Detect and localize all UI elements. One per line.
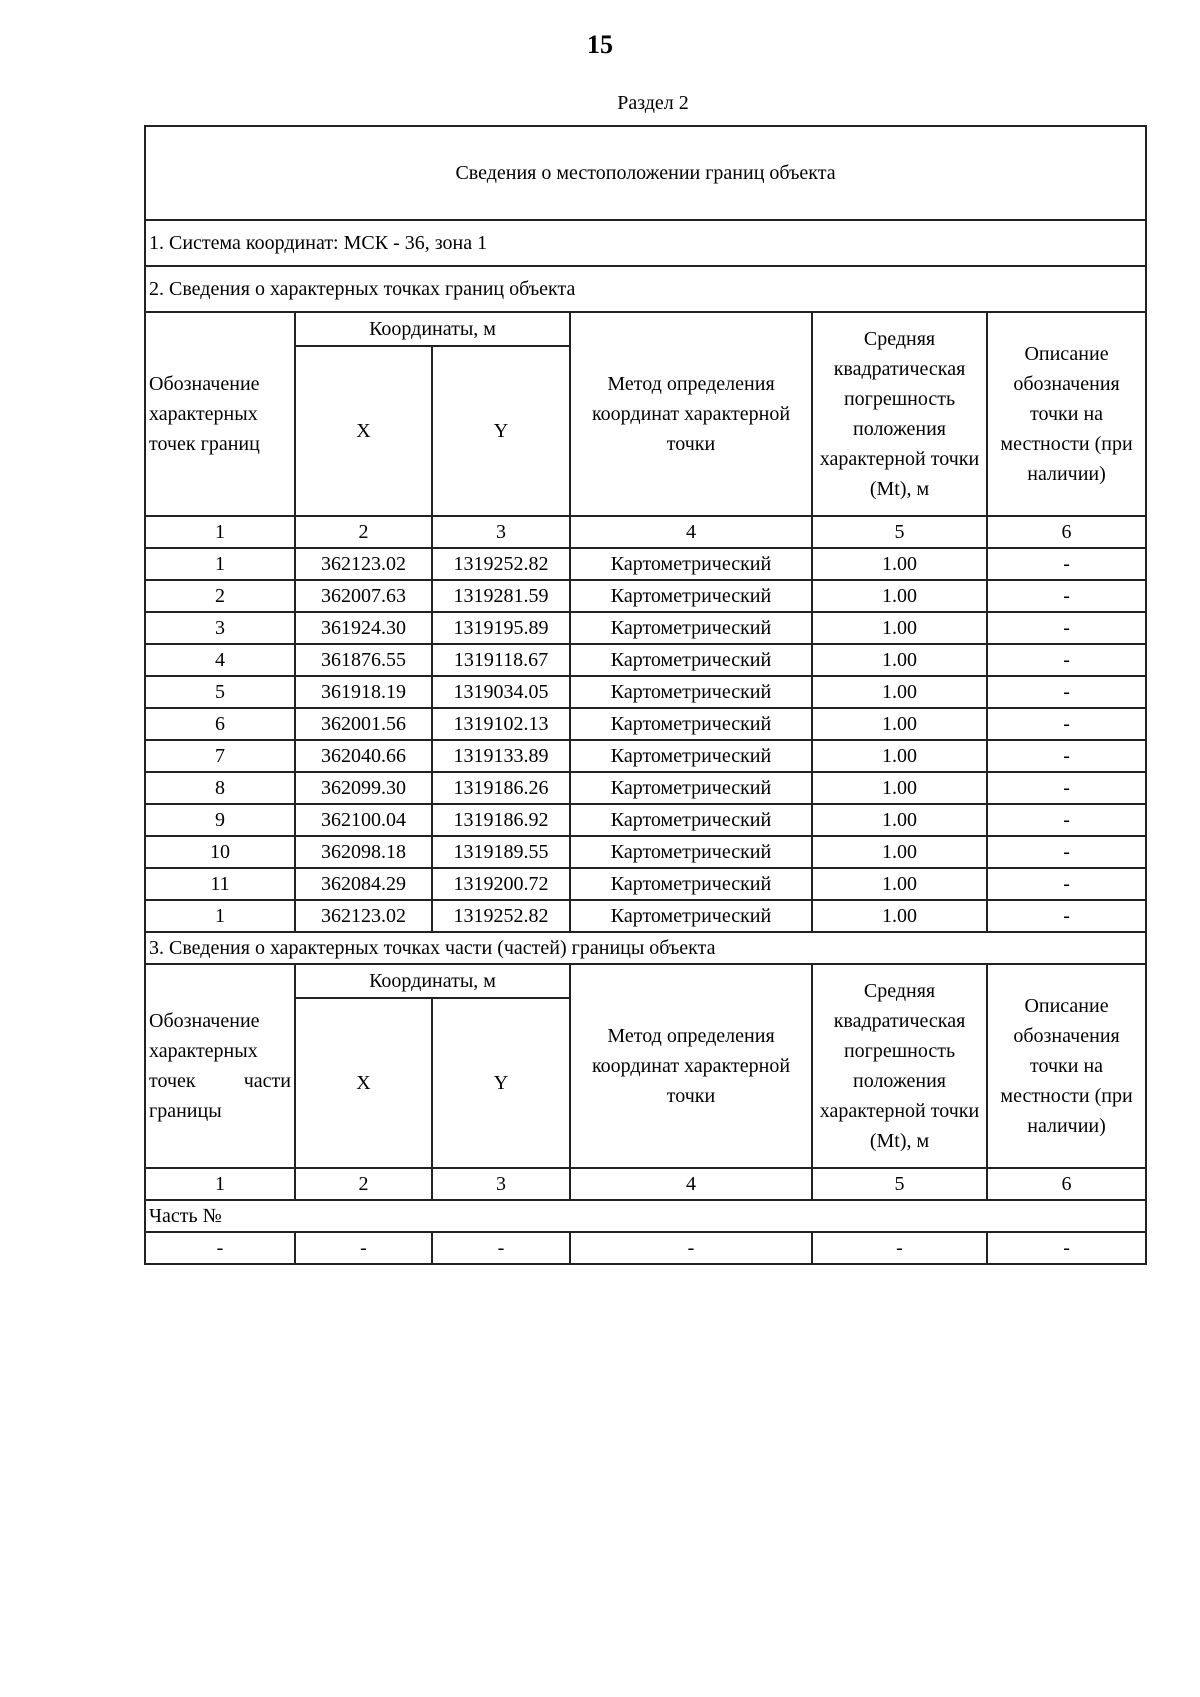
point-number: 3 [145, 612, 295, 644]
table-row [145, 804, 1146, 836]
x-value: 362040.66 [295, 740, 432, 772]
x-value: 362098.18 [295, 836, 432, 868]
col-number: 5 [812, 516, 987, 548]
x-value: 362100.04 [295, 804, 432, 836]
method-value: Картометрический [570, 868, 812, 900]
y-value: 1319252.82 [432, 900, 570, 932]
col-desc-header: Описание обозначения точки на местности (при наличии) [987, 312, 1146, 516]
point-number: 9 [145, 804, 295, 836]
col-number: 2 [295, 516, 432, 548]
point-number: - [145, 1232, 295, 1264]
col-number: 6 [987, 1168, 1146, 1200]
col-x-header-part: X [295, 998, 432, 1168]
table-row [145, 548, 1146, 580]
x-value: 362123.02 [295, 548, 432, 580]
col-desc-header-part: Описание обозначения точки на местности (при наличии) [987, 964, 1146, 1168]
desc-value: - [987, 708, 1146, 740]
error-value: 1.00 [812, 740, 987, 772]
x-value: 361924.30 [295, 612, 432, 644]
section-label: Раздел 2 [617, 92, 689, 114]
method-value: Картометрический [570, 676, 812, 708]
point-number: 10 [145, 836, 295, 868]
col-method-header: Метод определения координат характерной точки [570, 312, 812, 516]
column-number-row-part [145, 1168, 1146, 1200]
y-value: 1319200.72 [432, 868, 570, 900]
method-value: Картометрический [570, 740, 812, 772]
error-value: 1.00 [812, 772, 987, 804]
col-number: 5 [812, 1168, 987, 1200]
col-number: 1 [145, 516, 295, 548]
col-number: 6 [987, 516, 1146, 548]
y-value: 1319195.89 [432, 612, 570, 644]
col-number: 3 [432, 1168, 570, 1200]
x-value: 361918.19 [295, 676, 432, 708]
desc-value: - [987, 772, 1146, 804]
table-row [145, 644, 1146, 676]
y-value: 1319281.59 [432, 580, 570, 612]
error-value: 1.00 [812, 548, 987, 580]
method-value: Картометрический [570, 708, 812, 740]
col-y-header-part: Y [432, 998, 570, 1168]
desc-value: - [987, 548, 1146, 580]
method-value: Картометрический [570, 548, 812, 580]
table-row [145, 740, 1146, 772]
desc-value: - [987, 900, 1146, 932]
boundary-table [144, 125, 1147, 1265]
error-value: 1.00 [812, 868, 987, 900]
page-number: 15 [587, 30, 613, 59]
error-value: 1.00 [812, 836, 987, 868]
error-value: 1.00 [812, 804, 987, 836]
desc-value: - [987, 804, 1146, 836]
y-value: 1319186.92 [432, 804, 570, 836]
point-number: 6 [145, 708, 295, 740]
col-coords-header: Координаты, м [295, 312, 570, 346]
error-value: 1.00 [812, 612, 987, 644]
method-value: Картометрический [570, 900, 812, 932]
point-number: 7 [145, 740, 295, 772]
error-value: 1.00 [812, 644, 987, 676]
coordinate-system: 1. Система координат: МСК - 36, зона 1 [145, 220, 1146, 266]
method-value: - [570, 1232, 812, 1264]
table-title: Сведения о местоположении границ объекта [145, 126, 1146, 220]
col-number: 2 [295, 1168, 432, 1200]
col-point-line: Обозначение [149, 1010, 260, 1032]
method-value: Картометрический [570, 612, 812, 644]
col-method-header-part: Метод определения координат характерной точки [570, 964, 812, 1168]
y-value: 1319189.55 [432, 836, 570, 868]
col-number: 4 [570, 516, 812, 548]
col-error-header-part: Средняя квадратическая погрешность положения характерной точки (Mt), м [812, 964, 987, 1168]
col-x-header: X [295, 346, 432, 516]
col-coords-header-part: Координаты, м [295, 964, 570, 998]
column-number-row [145, 516, 1146, 548]
y-value: 1319186.26 [432, 772, 570, 804]
method-value: Картометрический [570, 772, 812, 804]
col-point-line: характерных [149, 1040, 258, 1062]
point-number: 1 [145, 548, 295, 580]
col-point-header: Обозначение характерных точек границ [145, 312, 295, 516]
table-row [145, 580, 1146, 612]
col-y-header: Y [432, 346, 570, 516]
desc-value: - [987, 644, 1146, 676]
x-value: 362084.29 [295, 868, 432, 900]
y-value: 1319102.13 [432, 708, 570, 740]
table-row [145, 1232, 1146, 1264]
point-number: 4 [145, 644, 295, 676]
method-value: Картометрический [570, 836, 812, 868]
col-point-header-part [145, 964, 295, 1168]
x-value: 361876.55 [295, 644, 432, 676]
desc-value: - [987, 580, 1146, 612]
section3-heading: 3. Сведения о характерных точках части (частей) границы объекта [145, 932, 1146, 964]
table-row [145, 612, 1146, 644]
col-number: 1 [145, 1168, 295, 1200]
method-value: Картометрический [570, 644, 812, 676]
y-value: 1319118.67 [432, 644, 570, 676]
col-point-line: точек части [149, 1070, 291, 1092]
section2-heading: 2. Сведения о характерных точках границ объекта [145, 266, 1146, 312]
y-value: 1319252.82 [432, 548, 570, 580]
desc-value: - [987, 836, 1146, 868]
error-value: 1.00 [812, 708, 987, 740]
desc-value: - [987, 740, 1146, 772]
col-number: 3 [432, 516, 570, 548]
y-value: - [432, 1232, 570, 1264]
table-row [145, 772, 1146, 804]
method-value: Картометрический [570, 804, 812, 836]
point-number: 1 [145, 900, 295, 932]
x-value: 362001.56 [295, 708, 432, 740]
x-value: 362007.63 [295, 580, 432, 612]
col-error-header: Средняя квадратическая погрешность положения характерной точки (Mt), м [812, 312, 987, 516]
error-value: - [812, 1232, 987, 1264]
part-label: Часть № [145, 1200, 1146, 1232]
error-value: 1.00 [812, 900, 987, 932]
table-row [145, 900, 1146, 932]
x-value: 362099.30 [295, 772, 432, 804]
table-row [145, 836, 1146, 868]
desc-value: - [987, 868, 1146, 900]
y-value: 1319133.89 [432, 740, 570, 772]
col-number: 4 [570, 1168, 812, 1200]
desc-value: - [987, 612, 1146, 644]
method-value: Картометрический [570, 580, 812, 612]
x-value: - [295, 1232, 432, 1264]
table-row [145, 676, 1146, 708]
point-number: 11 [145, 868, 295, 900]
error-value: 1.00 [812, 676, 987, 708]
table-row [145, 708, 1146, 740]
point-number: 2 [145, 580, 295, 612]
error-value: 1.00 [812, 580, 987, 612]
table-row [145, 868, 1146, 900]
y-value: 1319034.05 [432, 676, 570, 708]
x-value: 362123.02 [295, 900, 432, 932]
desc-value: - [987, 1232, 1146, 1264]
desc-value: - [987, 676, 1146, 708]
col-point-line: границы [149, 1100, 222, 1122]
point-number: 8 [145, 772, 295, 804]
point-number: 5 [145, 676, 295, 708]
